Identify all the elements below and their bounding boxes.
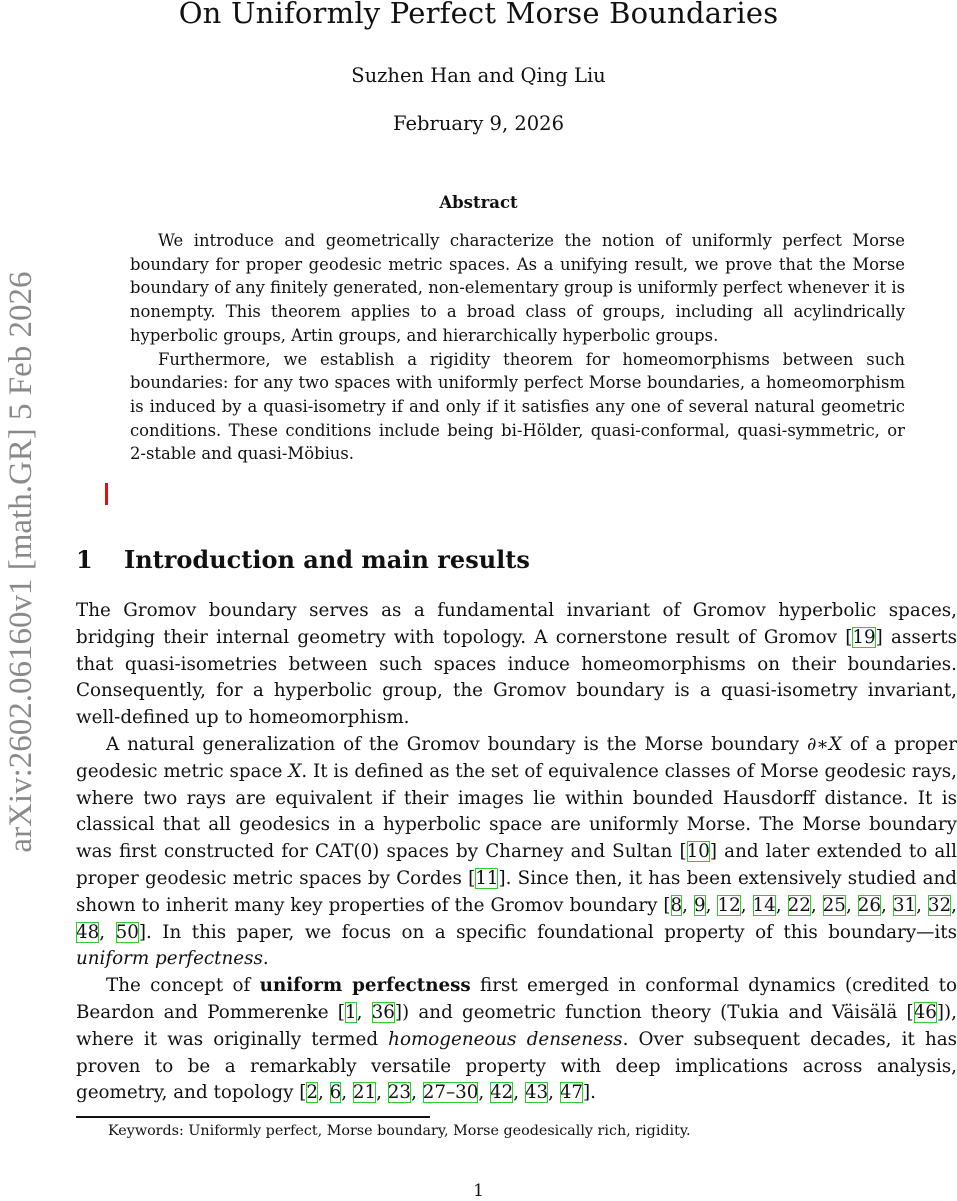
- citation-link[interactable]: 12: [717, 894, 741, 916]
- abstract-body: [130, 229, 905, 466]
- footnote-rule: [76, 1116, 430, 1118]
- text-run: . Over subsequent decades, it has proven to be a remarkably versatile property with deep implications across analysis, geometry, and topology [: [76, 1028, 957, 1104]
- section-number: 1: [76, 545, 93, 574]
- italic-text: uniform perfectness: [76, 948, 263, 970]
- text-run: ,: [376, 1082, 388, 1104]
- section-title: Introduction and main results: [124, 545, 530, 574]
- abstract-heading: Abstract: [439, 193, 518, 212]
- paragraph: [76, 973, 957, 1107]
- date: February 9, 2026: [393, 112, 564, 135]
- citation-link[interactable]: 26: [857, 894, 882, 916]
- citation-link[interactable]: 1: [344, 1001, 357, 1023]
- text-run: A natural generalization of the Gromov boundary is the Morse boundary: [106, 733, 807, 755]
- arxiv-identifier: arXiv:2602.06160v1 [math.GR] 5 Feb 2026: [3, 271, 39, 853]
- citation-link[interactable]: 32: [927, 894, 952, 916]
- citation-link[interactable]: 23: [387, 1082, 412, 1104]
- text-run: ,: [341, 1082, 353, 1104]
- text-run: ,: [845, 894, 858, 916]
- authors: Suzhen Han and Qing Liu: [351, 64, 606, 87]
- text-run: ,: [356, 1001, 372, 1023]
- citation-link[interactable]: 46: [913, 1001, 937, 1023]
- text-run: ,: [478, 1082, 490, 1104]
- text-run: Furthermore, we establish a rigidity theorem for homeomorphisms between such boundaries: for any two spaces with uniformly perfect Morse boundaries, a homeomorphism is induced by a quasi-isometry if and only if it satisfies any one of several natural geometric conditions. These conditions include being bi-Hölder, quasi-conformal, quasi-symmetric, or 2-stable and quasi-Möbius.: [130, 349, 905, 464]
- text-run: ,: [99, 921, 116, 943]
- citation-link[interactable]: 22: [787, 894, 811, 916]
- text-run: ,: [951, 894, 957, 916]
- text-run: .: [262, 948, 269, 970]
- text-run: . It is defined as the set of equivalence classes of Morse geodesic rays, where two rays are equivalent if their images lie within bounded Hausdorff distance. It is classical that all geodesics in a hyperbolic space are uniformly Morse. The Morse boundary was first constructed for CAT(0) spaces by Charney and Sultan [: [76, 760, 957, 863]
- citation-link[interactable]: 9: [693, 894, 706, 916]
- italic-text: ∂∗X: [806, 733, 842, 755]
- page-number: 1: [473, 1181, 484, 1201]
- text-run: The concept of: [106, 975, 260, 997]
- text-run: ,: [548, 1082, 560, 1104]
- section-heading: [76, 545, 530, 574]
- citation-link[interactable]: 48: [76, 921, 100, 943]
- paper-title: On Uniformly Perfect Morse Boundaries: [178, 0, 779, 30]
- text-run: ,: [682, 894, 694, 916]
- citation-link[interactable]: 21: [352, 1082, 377, 1104]
- text-run: ,: [705, 894, 718, 916]
- citation-link[interactable]: 11: [475, 867, 499, 889]
- citation-link[interactable]: 27–30: [422, 1082, 479, 1104]
- text-run: ] asserts that quasi-isometries between such spaces induce homeomorphisms on their boundaries. Consequently, for a hyperbolic group, the Gromov boundary is a quasi-isometry invariant, well-defined up to homeomorphism.: [76, 626, 957, 729]
- text-run: ].: [583, 1082, 596, 1104]
- citation-link[interactable]: 47: [559, 1082, 584, 1104]
- text-cursor: [105, 483, 108, 505]
- section-body: [76, 598, 957, 1107]
- text-run: ,: [881, 894, 893, 916]
- text-run: ]) and geometric function theory (Tukia and Väisälä [: [394, 1001, 914, 1023]
- citation-link[interactable]: 31: [892, 894, 917, 916]
- text-run: ,: [318, 1082, 330, 1104]
- text-run: ]), where it was originally termed: [76, 1001, 957, 1050]
- text-run: of a proper geodesic metric space: [76, 733, 957, 782]
- paragraph: [130, 229, 905, 348]
- text-run: ,: [411, 1082, 423, 1104]
- text-run: ]. Since then, it has been extensively studied and shown to inherit many key properties of the Gromov boundary [: [76, 867, 957, 916]
- citation-link[interactable]: 19: [852, 626, 876, 648]
- citation-link[interactable]: 14: [752, 894, 776, 916]
- text-run: ,: [810, 894, 823, 916]
- paragraph: [76, 732, 957, 973]
- bold-text: uniform perfectness: [259, 975, 471, 997]
- citation-link[interactable]: 36: [371, 1001, 395, 1023]
- text-run: ,: [916, 894, 928, 916]
- footnote-keywords: Keywords: Uniformly perfect, Morse boundary, Morse geodesically rich, rigidity.: [108, 1123, 691, 1139]
- citation-link[interactable]: 25: [822, 894, 846, 916]
- italic-text: X: [288, 760, 302, 782]
- text-run: ,: [740, 894, 753, 916]
- citation-link[interactable]: 43: [524, 1082, 549, 1104]
- citation-link[interactable]: 2: [306, 1082, 319, 1104]
- citation-link[interactable]: 6: [329, 1082, 342, 1104]
- paragraph: [130, 348, 905, 467]
- text-run: ] and later extended to all proper geodesic metric spaces by Cordes [: [76, 841, 957, 889]
- text-run: ]. In this paper, we focus on a specific foundational property of this boundary—its: [138, 921, 957, 943]
- text-run: ,: [513, 1082, 525, 1104]
- citation-link[interactable]: 42: [489, 1082, 514, 1104]
- citation-link[interactable]: 50: [115, 921, 139, 943]
- italic-text: homogeneous denseness: [388, 1028, 623, 1050]
- paragraph: [76, 598, 957, 732]
- text-run: We introduce and geometrically characterize the notion of uniformly perfect Morse boundary for proper geodesic metric spaces. As a unifying result, we prove that the Morse boundary of any finitely generated, non-elementary group is uniformly perfect whenever it is nonempty. This theorem applies to a broad class of groups, including all acylindrically hyperbolic groups, Artin groups, and hierarchically hyperbolic groups.: [130, 231, 905, 345]
- text-run: ,: [775, 894, 788, 916]
- text-run: The Gromov boundary serves as a fundamental invariant of Gromov hyperbolic spaces, bridging their internal geometry with topology. A cornerstone result of Gromov [: [76, 600, 957, 648]
- citation-link[interactable]: 8: [670, 894, 683, 916]
- citation-link[interactable]: 10: [686, 841, 710, 863]
- text-run: first emerged in conformal dynamics (credited to Beardon and Pommerenke [: [76, 975, 957, 1023]
